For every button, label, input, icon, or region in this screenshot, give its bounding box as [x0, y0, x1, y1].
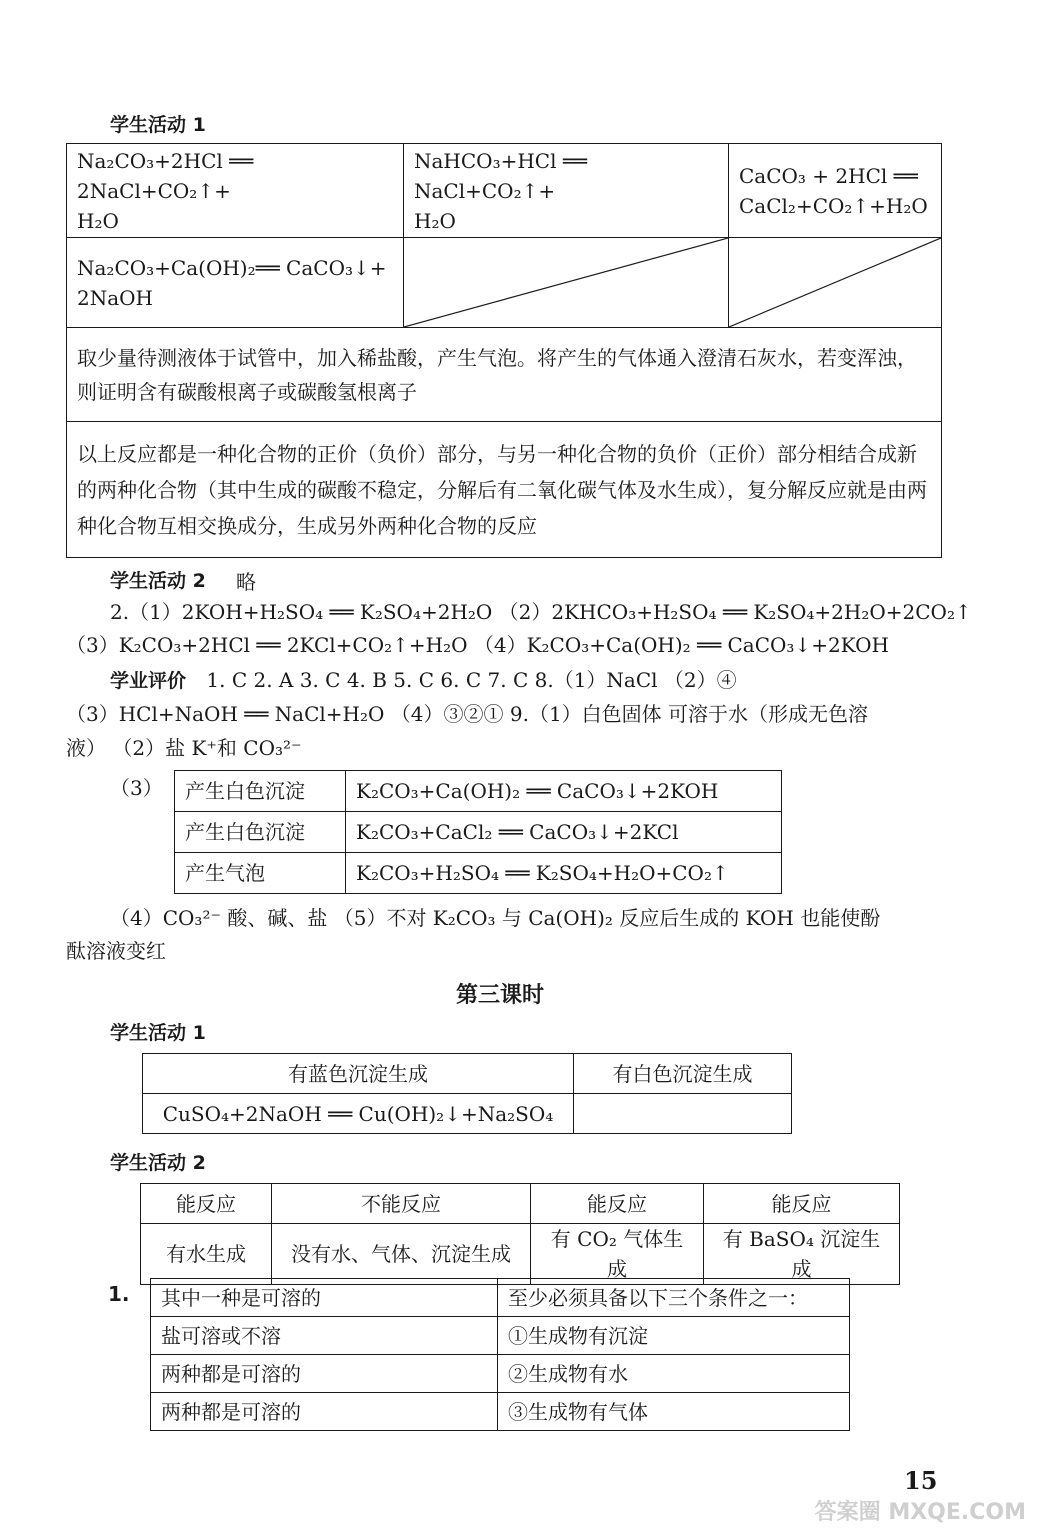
table-cell: 取少量待测液体于试管中，加入稀盐酸，产生气泡。将产生的气体通入澄清石灰水，若变浑浊，则证明含有碳酸根离子或碳酸氢根离子: [67, 328, 942, 422]
table-cell: 至少必须具备以下三个条件之一：: [498, 1279, 850, 1317]
table-cell: CuSO₄+2NaOH ══ Cu(OH)₂↓+Na₂SO₄: [143, 1094, 574, 1134]
table-header: 能反应: [531, 1184, 704, 1224]
cell-text: Na₂CO₃+2HCl ══ 2NaCl+CO₂↑+: [77, 148, 254, 203]
cell-text: 2NaOH: [77, 285, 153, 310]
table-cell: ②生成物有水: [498, 1355, 850, 1393]
table-header: 有白色沉淀生成: [574, 1054, 792, 1094]
answer-line: 酞溶液变红: [66, 939, 166, 963]
answer-line: （4）CO₃²⁻ 酸、碱、盐 （5）不对 K₂CO₃ 与 Ca(OH)₂ 反应后生成的 KOH 也能使酚: [110, 906, 881, 930]
table-cell: 产生白色沉淀: [175, 812, 346, 853]
table-header: 能反应: [704, 1184, 900, 1224]
lesson3-activity2-table: [140, 1183, 900, 1285]
table-cell: ①生成物有沉淀: [498, 1317, 850, 1355]
activity2-heading: 学生活动 2: [110, 1152, 206, 1174]
lesson3-activity1-table: [142, 1053, 792, 1134]
cell-text: CaCO₃ + 2HCl ══: [739, 163, 918, 188]
table-cell: 产生气泡: [175, 853, 346, 894]
table-header: 能反应: [141, 1184, 272, 1224]
cell-text: H₂O: [77, 208, 119, 233]
activity1-table: [66, 143, 942, 558]
activity1-heading: 学生活动 1: [110, 1022, 206, 1044]
answer-line: 2.（1）2KOH+H₂SO₄ ══ K₂SO₄+2H₂O （2）2KHCO₃+H₂SO₄ ══ K₂SO₄+2H₂O+2CO₂↑: [110, 600, 972, 624]
answer-line: （3）K₂CO₃+2HCl ══ 2KCl+CO₂↑+H₂O （4）K₂CO₃+Ca(OH)₂ ══ CaCO₃↓+2KOH: [66, 633, 889, 657]
evaluation-table: [174, 770, 782, 894]
question-number: 1.: [108, 1282, 130, 1306]
table-cell: 产生白色沉淀: [175, 771, 346, 812]
table-cell: K₂CO₃+CaCl₂ ══ CaCO₃↓+2KCl: [346, 812, 782, 853]
cell-text: NaHCO₃+HCl ══ NaCl+CO₂↑+: [414, 148, 587, 203]
table-cell: 有水生成: [141, 1224, 272, 1285]
table-cell: 有 BaSO₄ 沉淀生成: [704, 1224, 900, 1285]
table-header: 不能反应: [272, 1184, 531, 1224]
table-cell: [67, 238, 404, 328]
cell-text: Na₂CO₃+Ca(OH)₂══ CaCO₃↓+: [77, 255, 387, 280]
empty-diagonal-cell: [729, 238, 942, 328]
conditions-table: [150, 1278, 850, 1431]
item-label: （3）: [110, 776, 163, 800]
table-cell: [404, 144, 729, 238]
page-number: 15: [904, 1466, 938, 1495]
table-cell: 有 CO₂ 气体生成: [531, 1224, 704, 1285]
evaluation-line: [110, 666, 737, 695]
cell-text: H₂O: [414, 208, 456, 233]
answer-line: 液） （2）盐 K⁺和 CO₃²⁻: [66, 736, 302, 760]
answer-line: （3）HCl+NaOH ══ NaCl+H₂O （4）③②① 9.（1）白色固体 可溶于水（形成无色溶: [66, 702, 869, 726]
table-cell: 以上反应都是一种化合物的正价（负价）部分，与另一种化合物的负价（正价）部分相结合成新的两种化合物（其中生成的碳酸不稳定，分解后有二氧化碳气体及水生成），复分解反应就是由两种化合物互相交换成分，生成另外两种化合物的反应: [67, 422, 942, 558]
cell-text: CaCl₂+CO₂↑+H₂O: [739, 193, 928, 218]
table-cell: K₂CO₃+Ca(OH)₂ ══ CaCO₃↓+2KOH: [346, 771, 782, 812]
table-cell: [729, 144, 942, 238]
evaluation-heading: 学业评价: [110, 670, 187, 692]
table-header: 有蓝色沉淀生成: [143, 1054, 574, 1094]
table-cell: ③生成物有气体: [498, 1393, 850, 1431]
table-cell: K₂CO₃+H₂SO₄ ══ K₂SO₄+H₂O+CO₂↑: [346, 853, 782, 894]
activity2-note: 略: [236, 570, 256, 594]
empty-diagonal-cell: [404, 238, 729, 328]
table-cell: [574, 1094, 792, 1134]
evaluation-table-body: [175, 771, 782, 894]
lesson-title: 第三课时: [456, 982, 545, 1008]
table-cell: 盐可溶或不溶: [151, 1317, 498, 1355]
activity1-heading: 学生活动 1: [110, 114, 206, 136]
table-cell: 没有水、气体、沉淀生成: [272, 1224, 531, 1285]
table-cell: 其中一种是可溶的: [151, 1279, 498, 1317]
activity2-heading: 学生活动 2: [110, 570, 206, 592]
table-cell: 两种都是可溶的: [151, 1393, 498, 1431]
evaluation-answers: 1. C 2. A 3. C 4. B 5. C 6. C 7. C 8.（1）NaCl （2）④: [206, 668, 737, 692]
watermark-logo: 答案圈 MXQE.COM: [814, 1500, 1026, 1525]
table-cell: 两种都是可溶的: [151, 1355, 498, 1393]
table-cell: [67, 144, 404, 238]
